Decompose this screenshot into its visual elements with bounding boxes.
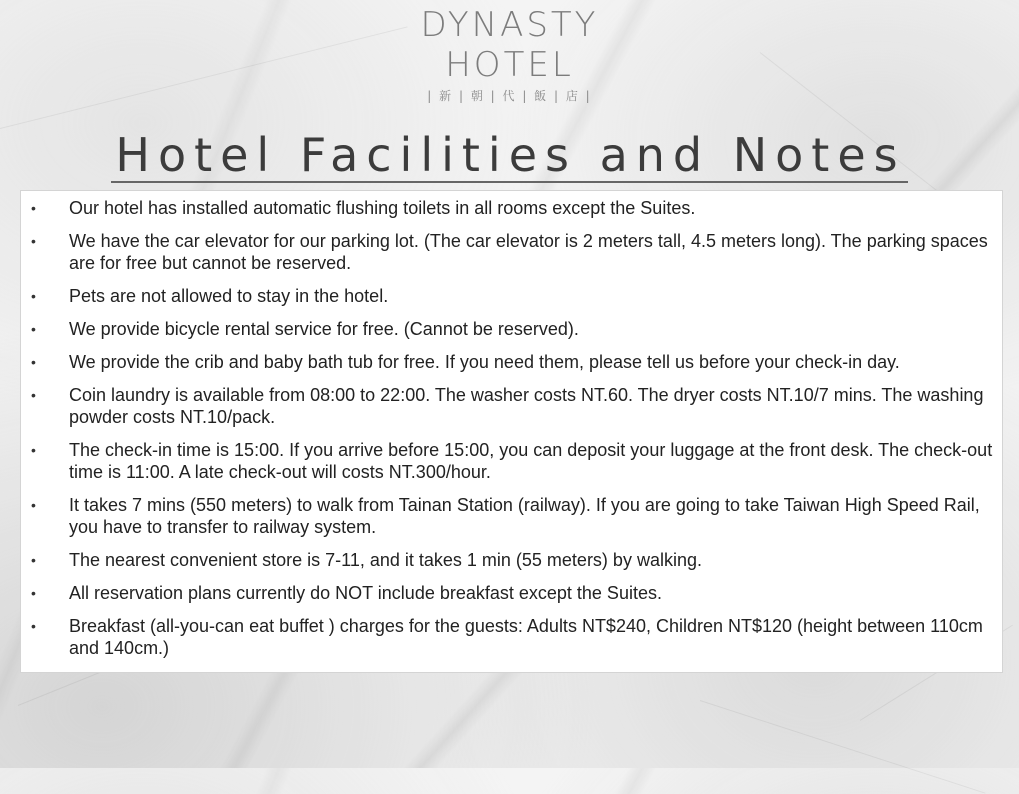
note-pets: • Pets are not allowed to stay in the hotel. (21, 285, 994, 307)
note-reservation-plans: • All reservation plans currently do NOT include breakfast except the Suites. (21, 582, 994, 604)
note-parking: • We have the car elevator for our parking lot. (The car elevator is 2 meters tall, 4.5 meters long). The parking spaces are for free but cannot be reserved. (21, 230, 994, 274)
note-laundry: • Coin laundry is available from 08:00 to 22:00. The washer costs NT.60. The dryer costs NT.10/7 mins. The washing powder costs NT.10/pack. (21, 384, 994, 428)
note-breakfast-prices: • Breakfast (all-you-can eat buffet ) charges for the guests: Adults NT$240, Children NT$120 (height between 110cm and 140cm.) (21, 615, 994, 659)
page-title-text: Hotel Facilities and Notes (111, 130, 907, 183)
logo-chinese-name: | 新 | 朝 | 代 | 飯 | 店 | (427, 89, 592, 103)
note-convenience-store: • The nearest convenient store is 7-11, and it takes 1 min (55 meters) by walking. (21, 549, 994, 571)
notes-panel (20, 190, 1003, 673)
hotel-logo (0, 5, 1019, 103)
logo-line-2: HOTEL (445, 45, 574, 85)
note-baby-items: • We provide the crib and baby bath tub for free. If you need them, please tell us before your check-in day. (21, 351, 994, 373)
note-railway: • It takes 7 mins (550 meters) to walk from Tainan Station (railway). If you are going to take Taiwan High Speed Rail, you have to transfer to railway system. (21, 494, 994, 538)
marble-vein (700, 700, 986, 794)
notes-list (21, 197, 994, 659)
note-bicycles: • We provide bicycle rental service for free. (Cannot be reserved). (21, 318, 994, 340)
note-toilets: • Our hotel has installed automatic flushing toilets in all rooms except the Suites. (21, 197, 994, 219)
logo-line-1: DYNASTY (420, 5, 599, 45)
note-checkin-checkout: • The check-in time is 15:00. If you arrive before 15:00, you can deposit your luggage at the front desk. The check-out time is 11:00. A late check-out will costs NT.300/hour. (21, 439, 994, 483)
page-title (0, 130, 1019, 183)
